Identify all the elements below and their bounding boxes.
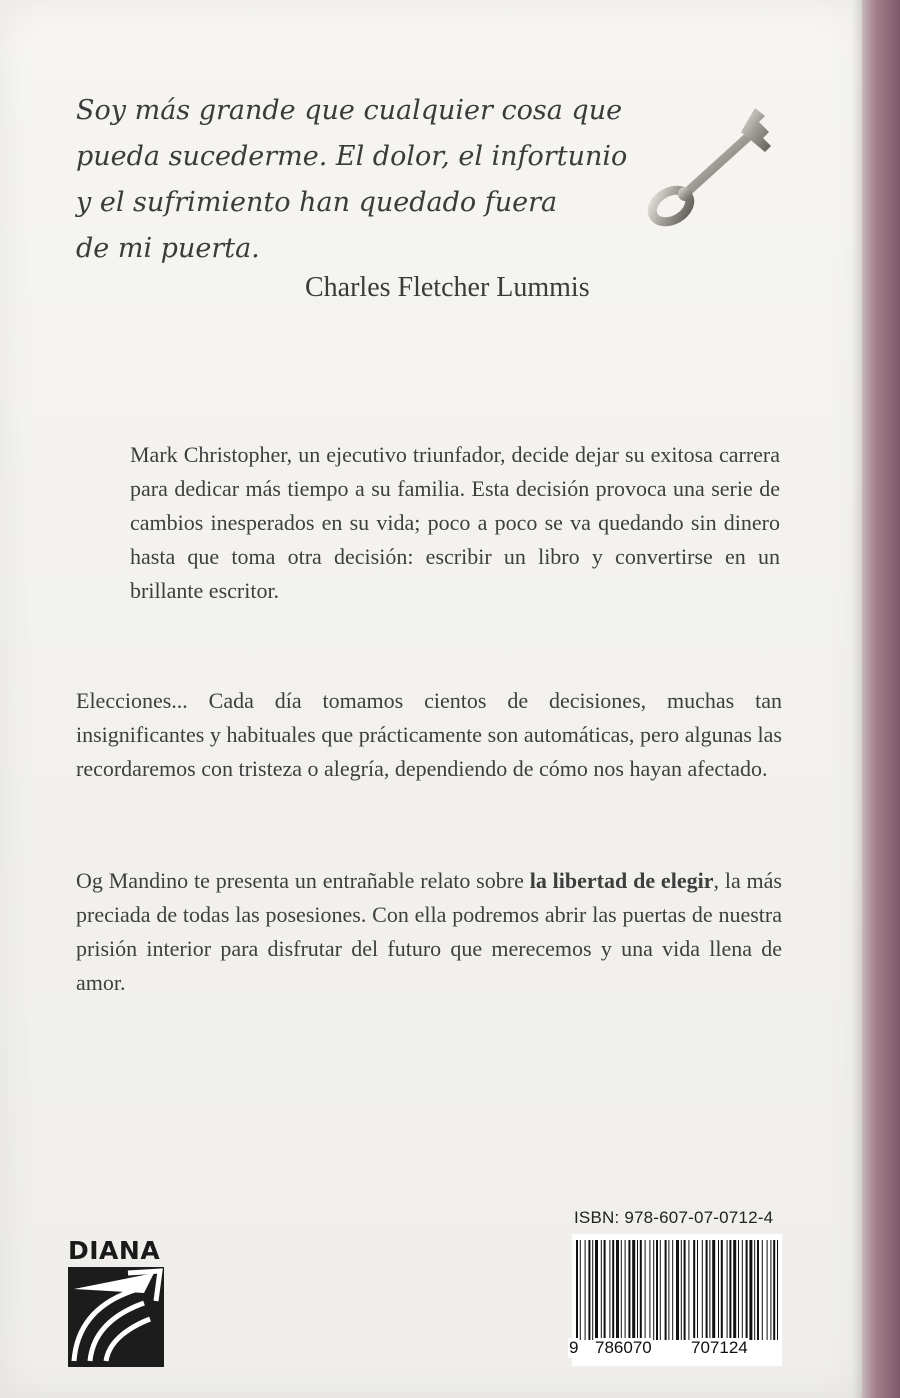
barcode-bar: [721, 1240, 723, 1340]
barcode-bar: [653, 1240, 654, 1340]
barcode-bar: [757, 1240, 759, 1340]
quote-line: pueda sucederme. El dolor, el infortunio: [76, 141, 628, 172]
barcode-digit-prefix: 9: [569, 1338, 579, 1357]
elecciones-paragraph: Elecciones... Cada día tomamos cientos de decisiones, muchas tan insignificantes y habituales que prácticamente son automáticas, pero algunas las recordaremos con tristeza o alegría, dependiendo de cómo nos hayan afectado.: [76, 688, 782, 781]
barcode-bar: [688, 1240, 689, 1340]
barcode-bar: [656, 1240, 658, 1340]
barcode-bar: [576, 1240, 578, 1340]
barcode-bar: [616, 1240, 619, 1340]
barcode-bar: [580, 1240, 581, 1340]
quote-author: Charles Fletcher Lummis: [305, 272, 590, 303]
barcode-bar: [660, 1240, 661, 1340]
highlight-phrase: la libertad de elegir: [529, 868, 714, 893]
quote-line: de mi puerta.: [76, 233, 260, 264]
synopsis-paragraph: Mark Christopher, un ejecutivo triunfador, decide dejar su exitosa carrera para dedicar más tiempo a su familia. Esta decisión provoca una serie de cambios inesperados en su vida; poco a poco se va quedando sin dinero hasta que toma otra decisión: escribir un libro y convertirse en un brillante escritor.: [130, 442, 780, 603]
barcode-bar: [681, 1240, 682, 1340]
barcode-bar: [672, 1240, 673, 1340]
barcode-bar: [702, 1240, 703, 1340]
epigraph-quote: [76, 88, 676, 272]
barcode-bar: [612, 1240, 614, 1340]
barcode-bar: [770, 1240, 771, 1340]
quote-line: Soy más grande que cualquier cosa que: [76, 95, 623, 126]
barcode-bar: [637, 1240, 638, 1340]
barcode-bar: [668, 1240, 669, 1340]
barcode-digit-group: 786070: [595, 1338, 652, 1357]
barcode-bar: [709, 1240, 710, 1340]
barcode-bar: [632, 1240, 635, 1340]
barcode-bar: [749, 1240, 752, 1340]
barcode-bar: [738, 1240, 739, 1340]
barcode-bar: [733, 1240, 736, 1340]
barcode-bar: [621, 1240, 622, 1340]
book-spine: [862, 0, 900, 1398]
barcode-bar: [773, 1240, 775, 1340]
barcode-bar: [742, 1240, 743, 1340]
barcode-bar: [762, 1240, 763, 1340]
closing-paragraph: [76, 864, 782, 1000]
key-icon: [645, 108, 785, 238]
closing-text-start: Og Mandino te presenta un entrañable relato sobre: [76, 868, 530, 893]
barcode-bar: [684, 1240, 686, 1340]
barcode-bar: [676, 1240, 679, 1340]
barcode-bar: [585, 1240, 586, 1340]
barcode-bar: [592, 1240, 593, 1340]
barcode-bar: [712, 1240, 715, 1340]
barcode-bar: [665, 1240, 667, 1340]
barcode-bar: [777, 1240, 778, 1340]
barcode-bar: [693, 1240, 695, 1340]
publisher-logo: [68, 1236, 168, 1367]
diana-arrow-emblem: [68, 1267, 164, 1367]
isbn-label: ISBN: 978-607-07-0712-4: [574, 1208, 774, 1227]
barcode-bar: [649, 1240, 650, 1340]
barcode-bar: [727, 1240, 728, 1340]
barcode-bar: [601, 1240, 602, 1340]
barcode-bar: [645, 1240, 646, 1340]
barcode-digit-group: 707124: [691, 1338, 748, 1357]
barcode-bar: [625, 1240, 626, 1340]
barcode-bar: [706, 1240, 708, 1340]
barcode-bar: [697, 1240, 698, 1340]
barcode-bar: [604, 1240, 606, 1340]
closing-text-end: , la más preciada de todas las posesiones. Con ella podremos abrir las puertas de nuestra prisión interior para disfrutar del futuro que merecemos y una vida llena de amor.: [76, 868, 782, 995]
barcode-bar: [640, 1240, 642, 1340]
barcode-bar: [595, 1240, 598, 1340]
barcode-bar: [588, 1240, 590, 1340]
barcode-bar: [729, 1240, 731, 1340]
barcode-bar: [767, 1240, 768, 1340]
publisher-name: DIANA: [68, 1236, 161, 1265]
barcode-bar: [754, 1240, 755, 1340]
barcode-bar: [718, 1240, 719, 1340]
barcode-bar: [628, 1240, 630, 1340]
barcode-bar: [746, 1240, 748, 1340]
quote-line: y el sufrimiento han quedado fuera: [76, 187, 558, 218]
barcode-bar: [609, 1240, 610, 1340]
